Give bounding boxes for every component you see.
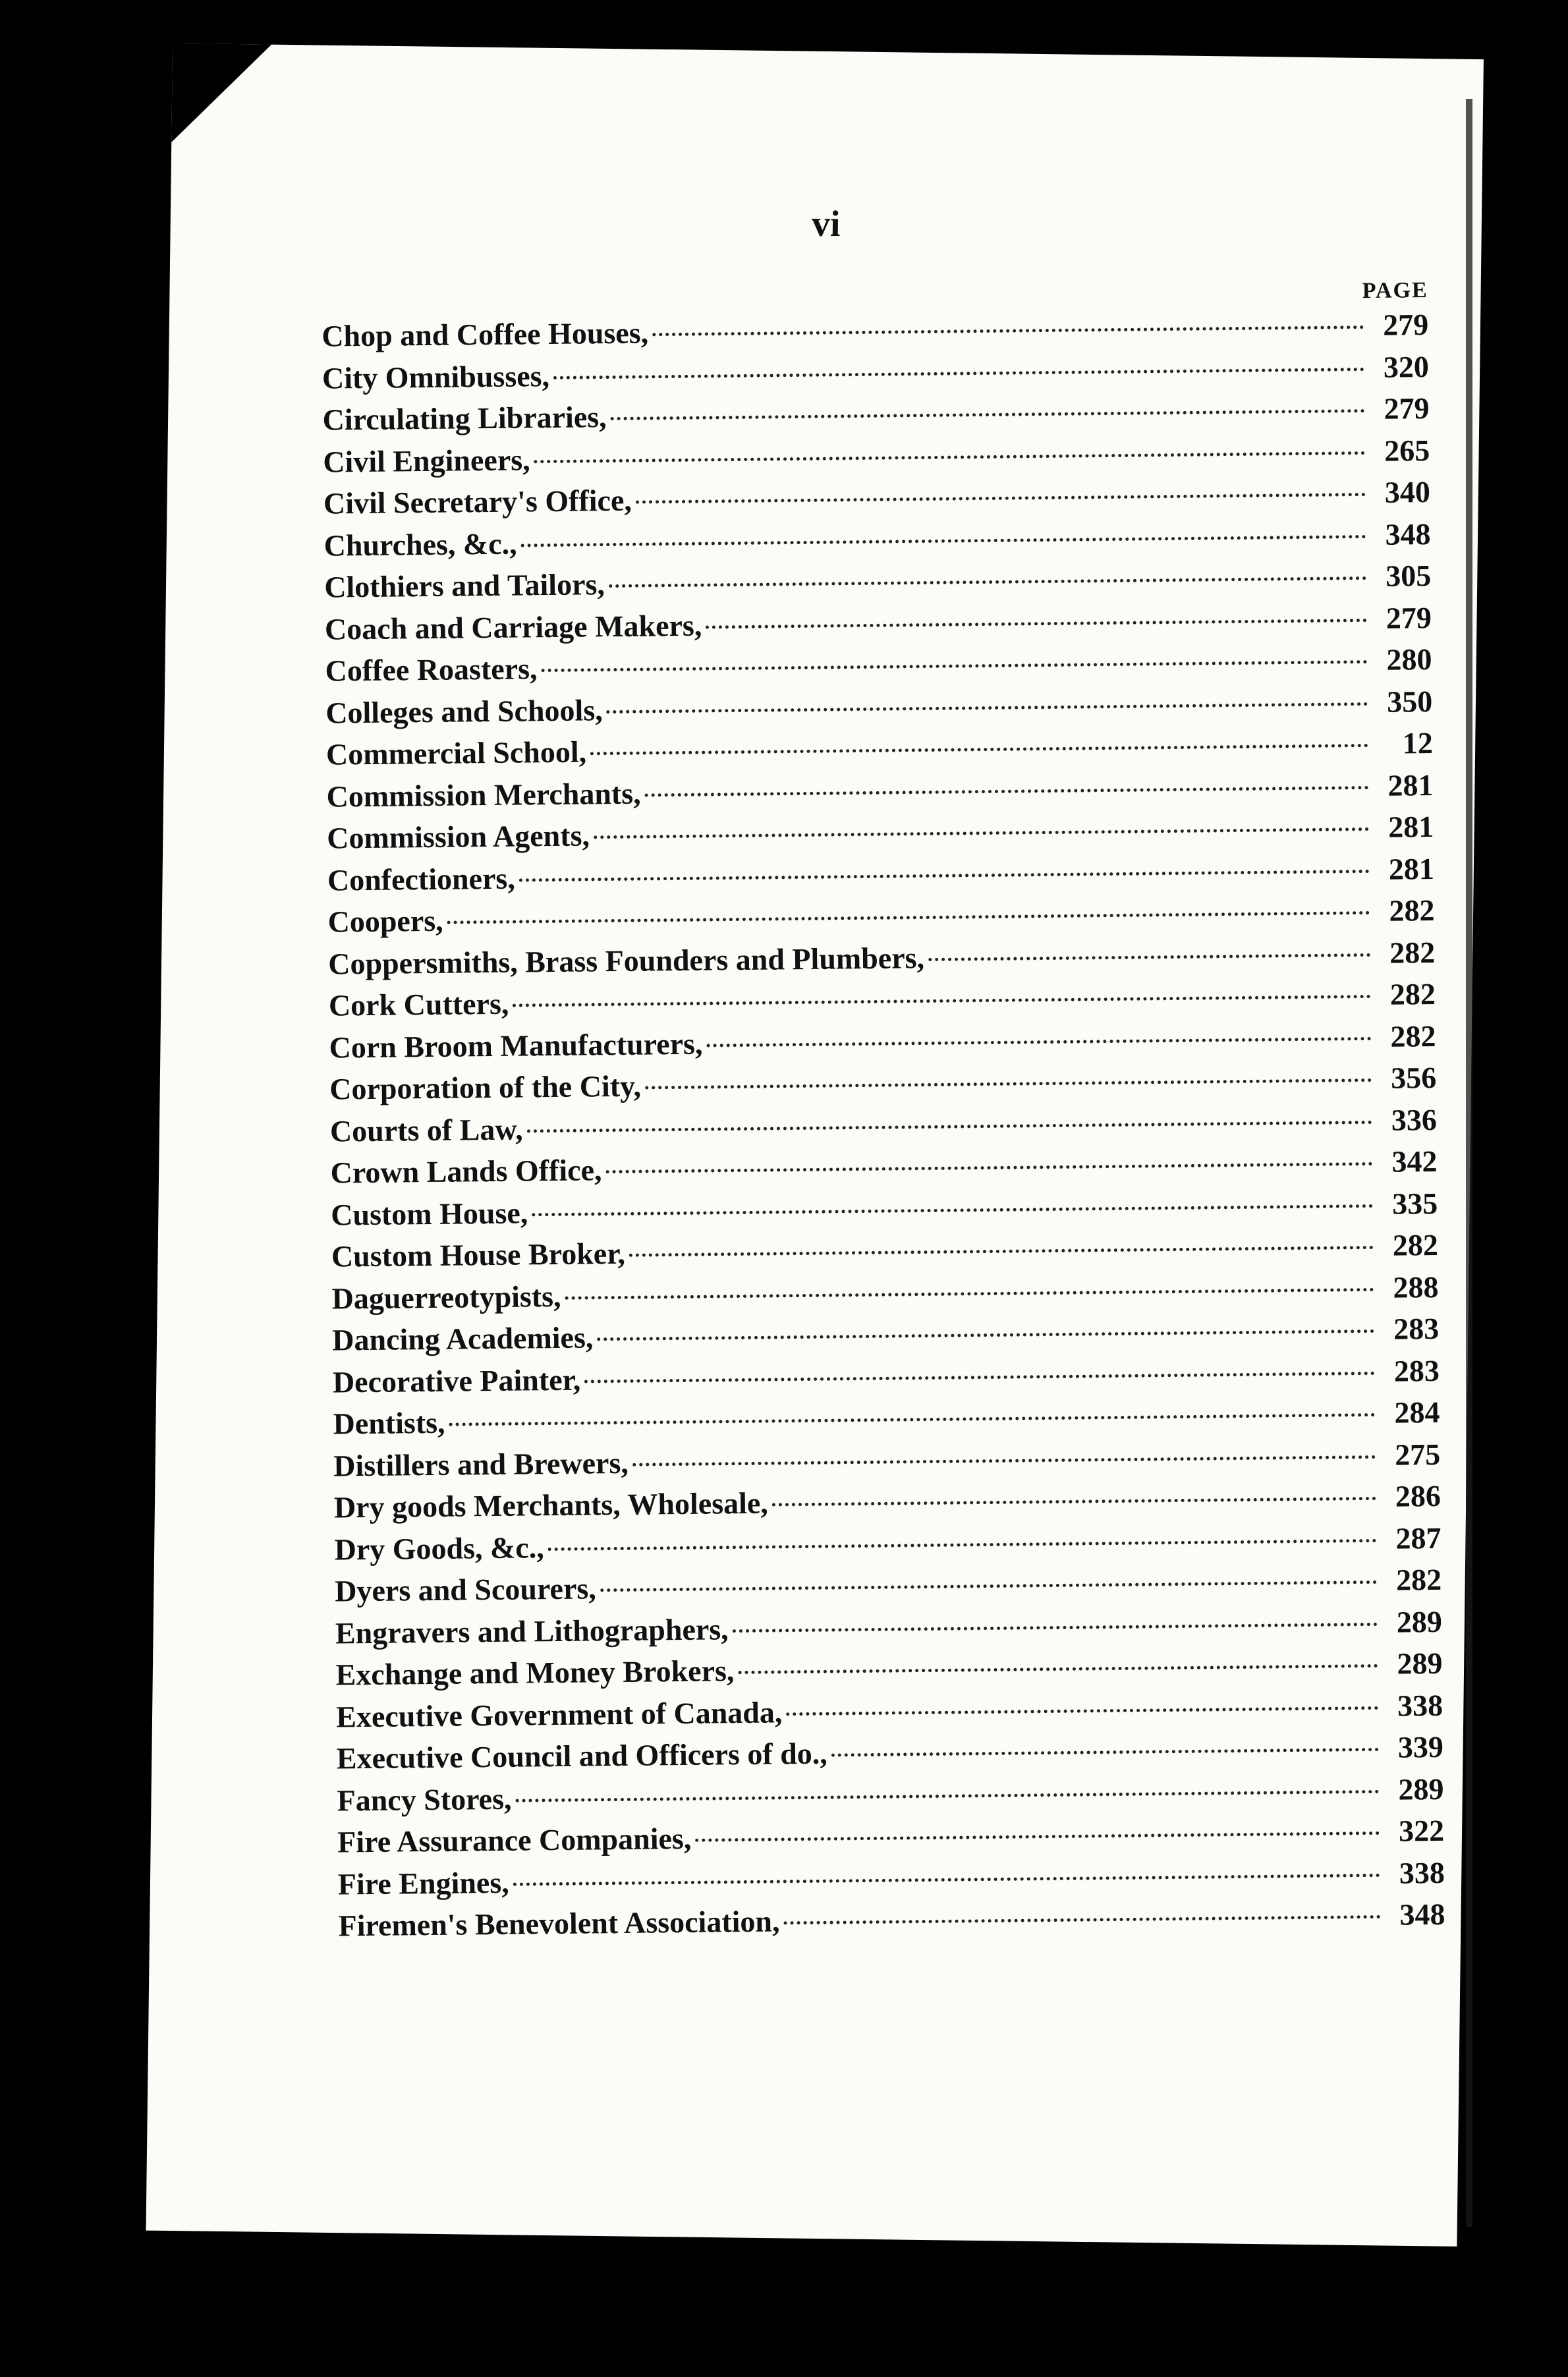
entry-page-number: 335 bbox=[1391, 1186, 1438, 1221]
entry-label: Dyers and Scourers, bbox=[334, 1571, 597, 1608]
entry-page-number: 339 bbox=[1397, 1729, 1444, 1764]
entry-page-number: 289 bbox=[1396, 1604, 1443, 1639]
entry-label: Executive Government of Canada, bbox=[335, 1694, 783, 1734]
dot-leader bbox=[928, 953, 1370, 961]
entry-page-number: 282 bbox=[1395, 1562, 1442, 1597]
entry-label: Corn Broom Manufacturers, bbox=[329, 1026, 703, 1065]
dot-leader bbox=[772, 1497, 1376, 1507]
entry-page-number: 283 bbox=[1393, 1311, 1440, 1346]
entry-page-number: 305 bbox=[1385, 559, 1432, 593]
entry-label: Commission Merchants, bbox=[326, 776, 641, 814]
entry-label: Custom House Broker, bbox=[331, 1236, 626, 1273]
dot-leader bbox=[786, 1706, 1378, 1715]
entry-page-number: 282 bbox=[1389, 893, 1435, 928]
dot-leader bbox=[521, 535, 1366, 547]
entry-page-number: 289 bbox=[1398, 1772, 1444, 1806]
dot-leader bbox=[607, 702, 1368, 713]
entry-label: Engravers and Lithographers, bbox=[335, 1611, 729, 1650]
entry-page-number: 279 bbox=[1386, 600, 1432, 635]
entry-page-number: 12 bbox=[1402, 725, 1434, 760]
dot-leader bbox=[652, 325, 1364, 336]
dot-leader bbox=[597, 1329, 1374, 1341]
entry-label: Firemen's Benevolent Association, bbox=[338, 1904, 780, 1943]
entry-page-number: 356 bbox=[1390, 1060, 1437, 1095]
dot-leader bbox=[645, 786, 1369, 797]
entry-label: Fire Engines, bbox=[337, 1865, 509, 1901]
dot-leader bbox=[600, 1580, 1377, 1592]
entry-label: Confectioners, bbox=[327, 861, 516, 897]
dot-leader bbox=[706, 1036, 1371, 1047]
entry-page-number: 338 bbox=[1397, 1688, 1443, 1723]
entry-page-number: 322 bbox=[1398, 1813, 1445, 1848]
entry-page-number: 283 bbox=[1393, 1353, 1440, 1388]
entry-page-number: 275 bbox=[1394, 1437, 1441, 1472]
dot-leader bbox=[645, 1078, 1372, 1090]
entry-page-number: 281 bbox=[1387, 809, 1434, 844]
dot-leader bbox=[553, 368, 1364, 379]
page-edge bbox=[1466, 99, 1472, 2227]
entry-page-number: 287 bbox=[1395, 1521, 1442, 1555]
entry-label: Civil Engineers, bbox=[323, 442, 530, 479]
dot-leader bbox=[513, 1873, 1380, 1886]
dot-leader bbox=[515, 1789, 1379, 1802]
folded-corner bbox=[171, 43, 271, 144]
dot-leader bbox=[594, 827, 1369, 839]
dot-leader bbox=[609, 576, 1366, 588]
dot-leader bbox=[541, 660, 1367, 672]
entry-page-number: 284 bbox=[1394, 1395, 1440, 1430]
entry-label: Coffee Roasters, bbox=[325, 652, 538, 688]
entry-label: Dry goods Merchants, Wholesale, bbox=[333, 1486, 769, 1524]
entry-label: Chop and Coffee Houses, bbox=[322, 316, 649, 353]
entry-page-number: 279 bbox=[1384, 391, 1430, 426]
entry-page-number: 282 bbox=[1389, 935, 1436, 970]
dot-leader bbox=[831, 1748, 1379, 1757]
dot-leader bbox=[636, 493, 1366, 504]
entry-label: Coopers, bbox=[327, 903, 443, 939]
dot-leader bbox=[605, 1162, 1372, 1173]
page-sheet bbox=[146, 43, 1484, 2247]
entry-page-number: 350 bbox=[1386, 684, 1433, 719]
entry-label: Coach and Carriage Makers, bbox=[324, 608, 702, 646]
dot-leader bbox=[513, 995, 1371, 1007]
entry-page-number: 340 bbox=[1384, 475, 1431, 509]
dot-leader bbox=[629, 1246, 1374, 1257]
entry-label: Circulating Libraries, bbox=[322, 400, 607, 437]
dot-leader bbox=[584, 1371, 1375, 1383]
dot-leader bbox=[695, 1832, 1380, 1842]
entry-label: Crown Lands Office, bbox=[330, 1153, 602, 1190]
dot-leader bbox=[706, 619, 1367, 629]
dot-leader bbox=[733, 1622, 1378, 1632]
entry-label: Daguerreotypists, bbox=[331, 1279, 561, 1316]
entry-label: Courts of Law, bbox=[329, 1111, 523, 1148]
dot-leader bbox=[532, 1204, 1373, 1216]
page-number: vi bbox=[811, 203, 841, 245]
entry-page-number: 338 bbox=[1399, 1855, 1445, 1890]
entry-label: Cork Cutters, bbox=[328, 986, 509, 1022]
entry-label: Commission Agents, bbox=[326, 818, 590, 855]
entry-page-number: 288 bbox=[1393, 1270, 1439, 1304]
entry-page-number: 336 bbox=[1391, 1102, 1438, 1137]
dot-leader bbox=[738, 1664, 1378, 1674]
dot-leader bbox=[632, 1455, 1376, 1466]
entry-page-number: 282 bbox=[1390, 1019, 1436, 1053]
dot-leader bbox=[527, 1120, 1372, 1132]
entry-label: City Omnibusses, bbox=[322, 358, 550, 395]
entry-page-number: 281 bbox=[1388, 851, 1435, 886]
entry-label: Dry Goods, &c., bbox=[334, 1530, 544, 1567]
entry-label: Churches, &c., bbox=[323, 526, 517, 563]
dot-leader bbox=[590, 744, 1368, 755]
entry-label: Civil Secretary's Office, bbox=[323, 483, 632, 520]
entry-page-number: 320 bbox=[1383, 349, 1430, 384]
dot-leader bbox=[534, 451, 1366, 463]
entry-page-number: 286 bbox=[1395, 1478, 1442, 1513]
dot-leader bbox=[783, 1915, 1380, 1924]
dot-leader bbox=[565, 1287, 1374, 1299]
entry-label: Clothiers and Tailors, bbox=[324, 567, 605, 604]
entry-label: Colleges and Schools, bbox=[325, 692, 603, 730]
entry-label: Decorative Painter, bbox=[332, 1362, 581, 1399]
entry-label: Exchange and Money Brokers, bbox=[335, 1654, 735, 1692]
dot-leader bbox=[449, 1413, 1376, 1426]
dot-leader bbox=[447, 911, 1370, 924]
entry-label: Corporation of the City, bbox=[329, 1069, 642, 1106]
entry-page-number: 282 bbox=[1392, 1227, 1439, 1262]
entry-page-number: 279 bbox=[1382, 308, 1429, 342]
entry-label: Coppersmiths, Brass Founders and Plumbers, bbox=[327, 940, 925, 981]
entry-page-number: 348 bbox=[1385, 517, 1431, 551]
entry-label: Fire Assurance Companies, bbox=[337, 1821, 692, 1859]
index-list bbox=[322, 277, 1445, 1947]
entry-page-number: 265 bbox=[1384, 433, 1430, 468]
entry-label: Executive Council and Officers of do., bbox=[336, 1736, 828, 1776]
page-column-heading: PAGE bbox=[1362, 278, 1428, 304]
entry-page-number: 282 bbox=[1389, 976, 1436, 1011]
entry-page-number: 289 bbox=[1397, 1646, 1443, 1681]
dot-leader bbox=[611, 409, 1365, 420]
entry-label: Dancing Academies, bbox=[331, 1320, 594, 1357]
entry-label: Dentists, bbox=[333, 1405, 445, 1441]
dot-leader bbox=[548, 1538, 1377, 1550]
entry-label: Distillers and Brewers, bbox=[333, 1445, 629, 1483]
entry-page-number: 280 bbox=[1386, 642, 1432, 677]
entry-label: Fancy Stores, bbox=[337, 1781, 512, 1817]
entry-label: Custom House, bbox=[330, 1195, 528, 1232]
entry-page-number: 348 bbox=[1399, 1897, 1445, 1932]
entry-label: Commercial School, bbox=[325, 735, 587, 771]
entry-page-number: 342 bbox=[1391, 1144, 1438, 1179]
dot-leader bbox=[519, 870, 1370, 882]
entry-page-number: 281 bbox=[1387, 768, 1434, 802]
